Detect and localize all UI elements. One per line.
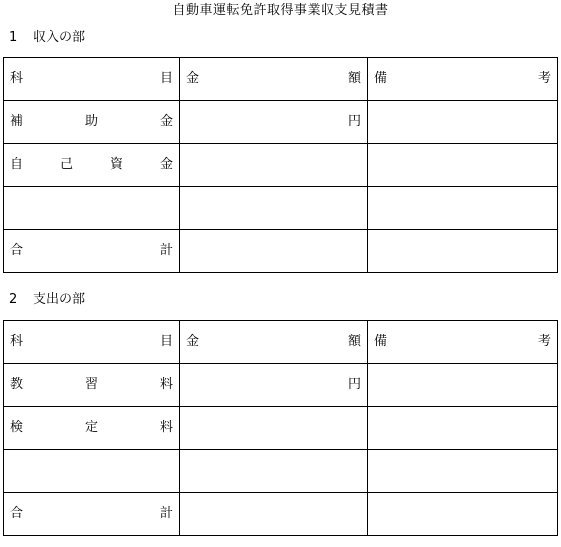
table-row bbox=[4, 144, 558, 187]
item-cell: 補 助 金 bbox=[4, 101, 180, 144]
document-title: 自動車運転免許取得事業収支見積書 bbox=[172, 3, 389, 18]
remarks-cell[interactable] bbox=[368, 187, 558, 230]
total-row bbox=[4, 493, 558, 536]
remarks-cell[interactable] bbox=[368, 101, 558, 144]
amount-cell[interactable] bbox=[180, 493, 368, 536]
amount-cell[interactable] bbox=[180, 144, 368, 187]
item-cell: 合 計 bbox=[4, 230, 180, 273]
table-row bbox=[4, 364, 558, 407]
header-amount-cell: 金 額 bbox=[180, 321, 368, 364]
expense-table bbox=[3, 320, 558, 536]
table-row bbox=[4, 187, 558, 230]
remarks-cell[interactable] bbox=[368, 493, 558, 536]
remarks-cell[interactable] bbox=[368, 144, 558, 187]
amount-cell[interactable]: 円 bbox=[180, 101, 368, 144]
remarks-cell[interactable] bbox=[368, 230, 558, 273]
expense-section-title: 支出の部 bbox=[33, 292, 86, 307]
income-section-title: 収入の部 bbox=[33, 30, 86, 45]
header-item-cell: 科 目 bbox=[4, 58, 180, 101]
item-cell: 教 習 料 bbox=[4, 364, 180, 407]
income-table bbox=[3, 57, 558, 273]
table-header-row bbox=[4, 58, 558, 101]
table-row bbox=[4, 101, 558, 144]
header-remarks-cell: 備 考 bbox=[368, 321, 558, 364]
header-item-cell: 科 目 bbox=[4, 321, 180, 364]
header-amount-cell: 金 額 bbox=[180, 58, 368, 101]
table-row bbox=[4, 407, 558, 450]
item-cell[interactable] bbox=[4, 187, 180, 230]
amount-cell[interactable] bbox=[180, 187, 368, 230]
income-section-number: 1 bbox=[9, 30, 18, 45]
remarks-cell[interactable] bbox=[368, 364, 558, 407]
amount-cell[interactable] bbox=[180, 450, 368, 493]
item-cell: 検 定 料 bbox=[4, 407, 180, 450]
expense-section-number: 2 bbox=[9, 292, 18, 307]
item-cell[interactable] bbox=[4, 450, 180, 493]
remarks-cell[interactable] bbox=[368, 407, 558, 450]
expense-section-heading bbox=[9, 292, 85, 308]
item-cell: 合 計 bbox=[4, 493, 180, 536]
item-cell: 自 己 資 金 bbox=[4, 144, 180, 187]
income-section-heading bbox=[9, 30, 85, 46]
total-row bbox=[4, 230, 558, 273]
amount-cell[interactable] bbox=[180, 230, 368, 273]
table-row bbox=[4, 450, 558, 493]
amount-cell[interactable] bbox=[180, 407, 368, 450]
amount-cell[interactable]: 円 bbox=[180, 364, 368, 407]
remarks-cell[interactable] bbox=[368, 450, 558, 493]
table-header-row bbox=[4, 321, 558, 364]
header-remarks-cell: 備 考 bbox=[368, 58, 558, 101]
